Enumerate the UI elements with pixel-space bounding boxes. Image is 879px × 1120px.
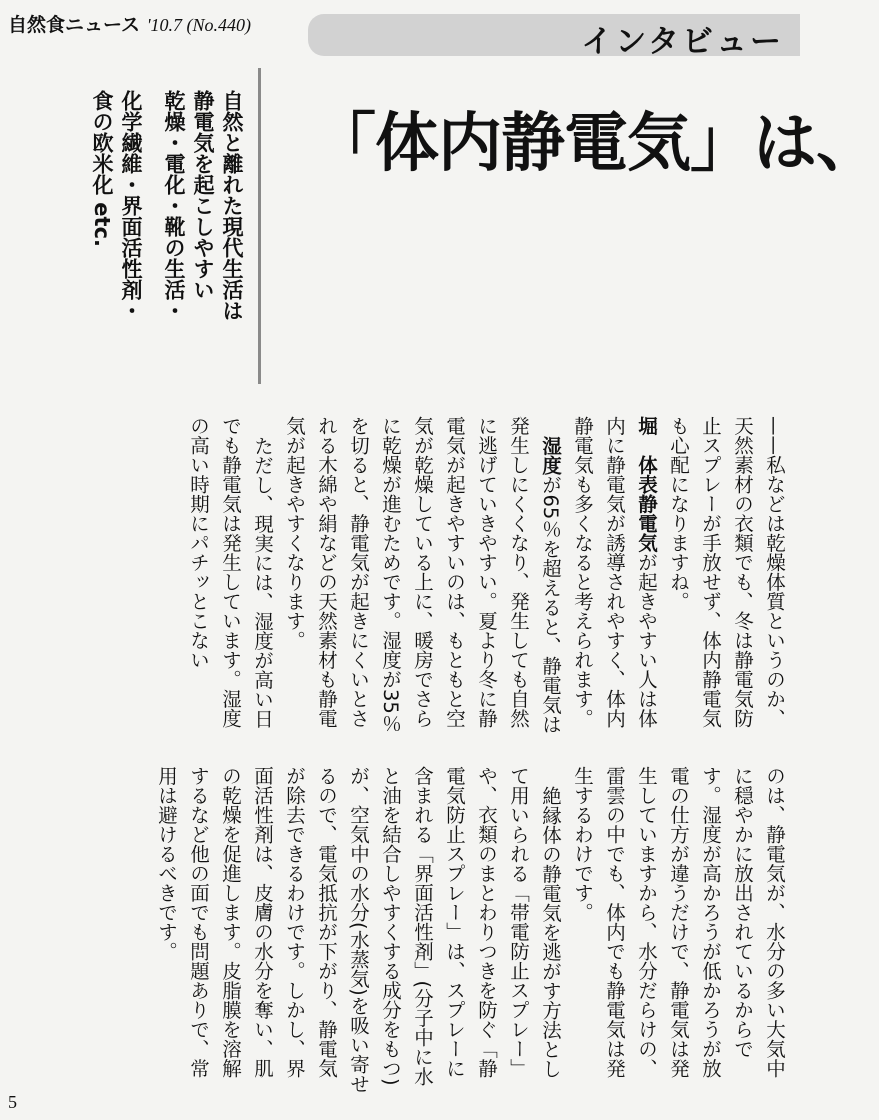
lead-line: 化学繊維・界面活性剤・ <box>119 90 143 321</box>
paragraph-text: が起きやすい人は体内に静電気が誘導されやすく、体内静電気も多くなると考えられます。 <box>571 416 658 728</box>
page-number: 5 <box>8 1092 17 1112</box>
section-label: インタビュー <box>581 24 784 60</box>
lead-divider <box>258 68 261 384</box>
lead-line: 静電気を起こしやすい <box>191 90 215 300</box>
answer-paragraph <box>278 416 566 738</box>
lead-line: 自然と離れた現代生活は <box>220 90 244 321</box>
headline: 「体内静電気」は、 <box>312 107 879 181</box>
speaker-name: 堀 <box>635 416 658 436</box>
lead-line: 食の欧米化 etc. <box>90 90 114 248</box>
key-term: 湿度 <box>539 435 562 475</box>
issue-number: '10.7 (No.440) <box>146 15 252 35</box>
key-term: 体表静電気 <box>635 455 658 553</box>
lead-line: 乾燥・電化・靴の生活・ <box>162 90 186 321</box>
answer-paragraph: ただし、現実には、湿度が高い日でも静電気は発生しています。湿度の高い時期にパチッとこない <box>187 416 274 728</box>
answer-paragraph: のは、静電気が、水分の多い大気中に穏やかに放出されているからです。湿度が高かろうが低かろうが放電の仕方が違うだけで、静電気は発生していますから、水分だらけの、雷雲の中でも、体内でも静電気は発生するわけです。 <box>571 766 786 1078</box>
interviewer-question: ——私などは乾燥体質というのか、天然素材の衣類でも、冬は静電気防止スプレーが手放せず、体内静電気も心配になりますね。 <box>667 416 786 728</box>
answer-paragraph: 絶縁体の静電気を逃がす方法として用いられる「帯電防止スプレー」や、衣類のまとわりつきを防ぐ「静電気防止スプレー」は、スプレーに含まれる「界面活性剤」(分子中に水と油を結合しやすくする成分をもつ)が、空気中の水分(水蒸気)を吸い寄せるので、電気抵抗が下がり、静電気が除去できるわけです。しかし、界面活性剤は、皮膚の水分を奪い、肌の乾燥を促進します。皮脂膜を溶解するなど他の面でも問題ありで、常用は避けるべきです。 <box>155 766 562 1094</box>
publication-name: 自然食ニュース <box>8 14 141 36</box>
answer-paragraph <box>566 416 662 738</box>
body-column-lower <box>50 766 790 1096</box>
paragraph-text: が65％を超えると、静電気は発生しにくくなり、発生しても自然に逃げていきやすい。夏より冬に静電気が起きやすいのは、もともと空気が乾燥している上に、暖房でさらに乾燥が進むためです。湿度が35％を切ると、静電気が起きにくいとされる木綿や絹などの天然素材も静電気が起きやすくなります。 <box>283 416 562 734</box>
publication-header <box>8 10 251 37</box>
section-banner <box>308 14 800 60</box>
lead-summary <box>56 90 246 380</box>
body-column-upper <box>50 416 790 738</box>
